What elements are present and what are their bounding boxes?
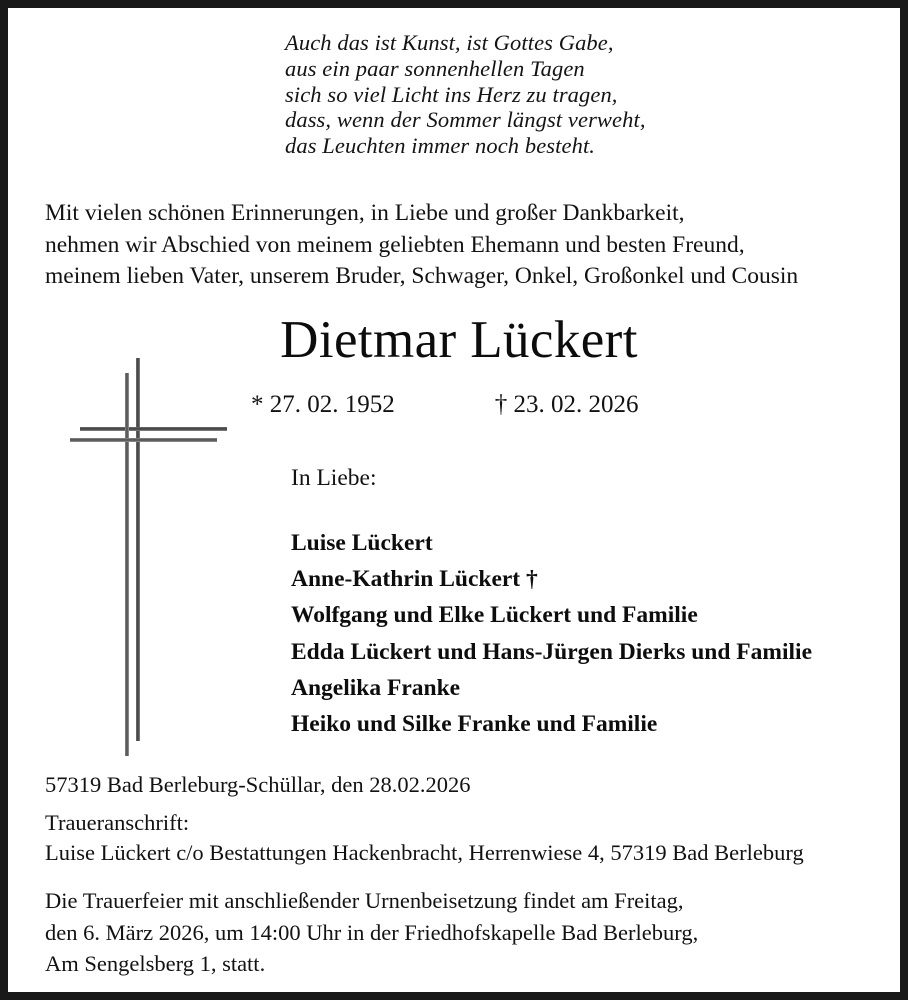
intro-line-2: nehmen wir Abschied von meinem geliebten Ehemann und besten Freund, — [45, 231, 745, 258]
cross-icon — [53, 343, 223, 753]
intro-line-1: Mit vielen schönen Erinnerungen, in Liebe und großer Dankbarkeit, — [45, 200, 685, 226]
poem-line-1: Auch das ist Kunst, ist Gottes Gabe, — [285, 30, 614, 55]
poem-line-3: sich so viel Licht ins Herz zu tragen, — [285, 81, 618, 107]
mourner-item: Anne-Kathrin Lückert † — [291, 566, 538, 593]
address-value: Luise Lückert c/o Bestattungen Hackenbracht, Herrenwiese 4, 57319 Bad Berleburg — [45, 839, 804, 865]
address-label: Traueranschrift: — [45, 810, 190, 835]
death-date: † 23. 02. 2026 — [494, 391, 639, 418]
notice-inner — [8, 8, 900, 992]
deceased-name: Dietmar Lückert — [280, 311, 638, 369]
mourner-item: Edda Lückert und Hans-Jürgen Dierks und Familie — [291, 638, 813, 665]
cross-horizontal-front — [70, 438, 217, 442]
place-and-date: 57319 Bad Berleburg-Schüllar, den 28.02.2026 — [45, 772, 471, 797]
funeral-service-block — [45, 885, 698, 980]
poem-block — [285, 30, 646, 159]
mourner-item: Heiko und Silke Franke und Familie — [291, 711, 658, 738]
birth-date: * 27. 02. 1952 — [251, 391, 395, 418]
service-line-1: Die Trauerfeier mit anschließender Urnenbeisetzung findet am Freitag, — [45, 888, 684, 913]
cross-vertical-front — [125, 373, 129, 756]
cross-horizontal-back — [80, 427, 227, 431]
mourner-item: Luise Lückert — [291, 530, 433, 556]
poem-line-5: das Leuchten immer noch besteht. — [285, 133, 596, 159]
poem-line-4: dass, wenn der Sommer längst verweht, — [285, 107, 646, 133]
poem-line-2: aus ein paar sonnenhellen Tagen — [285, 55, 585, 81]
mourner-item: Angelika Franke — [291, 674, 461, 701]
mourner-item: Wolfgang und Elke Lückert und Familie — [291, 602, 698, 629]
mourning-heading: In Liebe: — [291, 465, 377, 491]
intro-block — [45, 198, 798, 293]
service-line-3: Am Sengelsberg 1, statt. — [45, 951, 266, 976]
mourning-address-block — [45, 808, 804, 867]
mourner-list — [291, 525, 812, 742]
deceased-dates — [251, 391, 639, 419]
cross-vertical-back — [136, 358, 140, 741]
service-line-2: den 6. März 2026, um 14:00 Uhr in der Friedhofskapelle Bad Berleburg, — [45, 919, 699, 945]
intro-line-3: meinem lieben Vater, unserem Bruder, Schwager, Onkel, Großonkel und Cousin — [45, 263, 799, 289]
